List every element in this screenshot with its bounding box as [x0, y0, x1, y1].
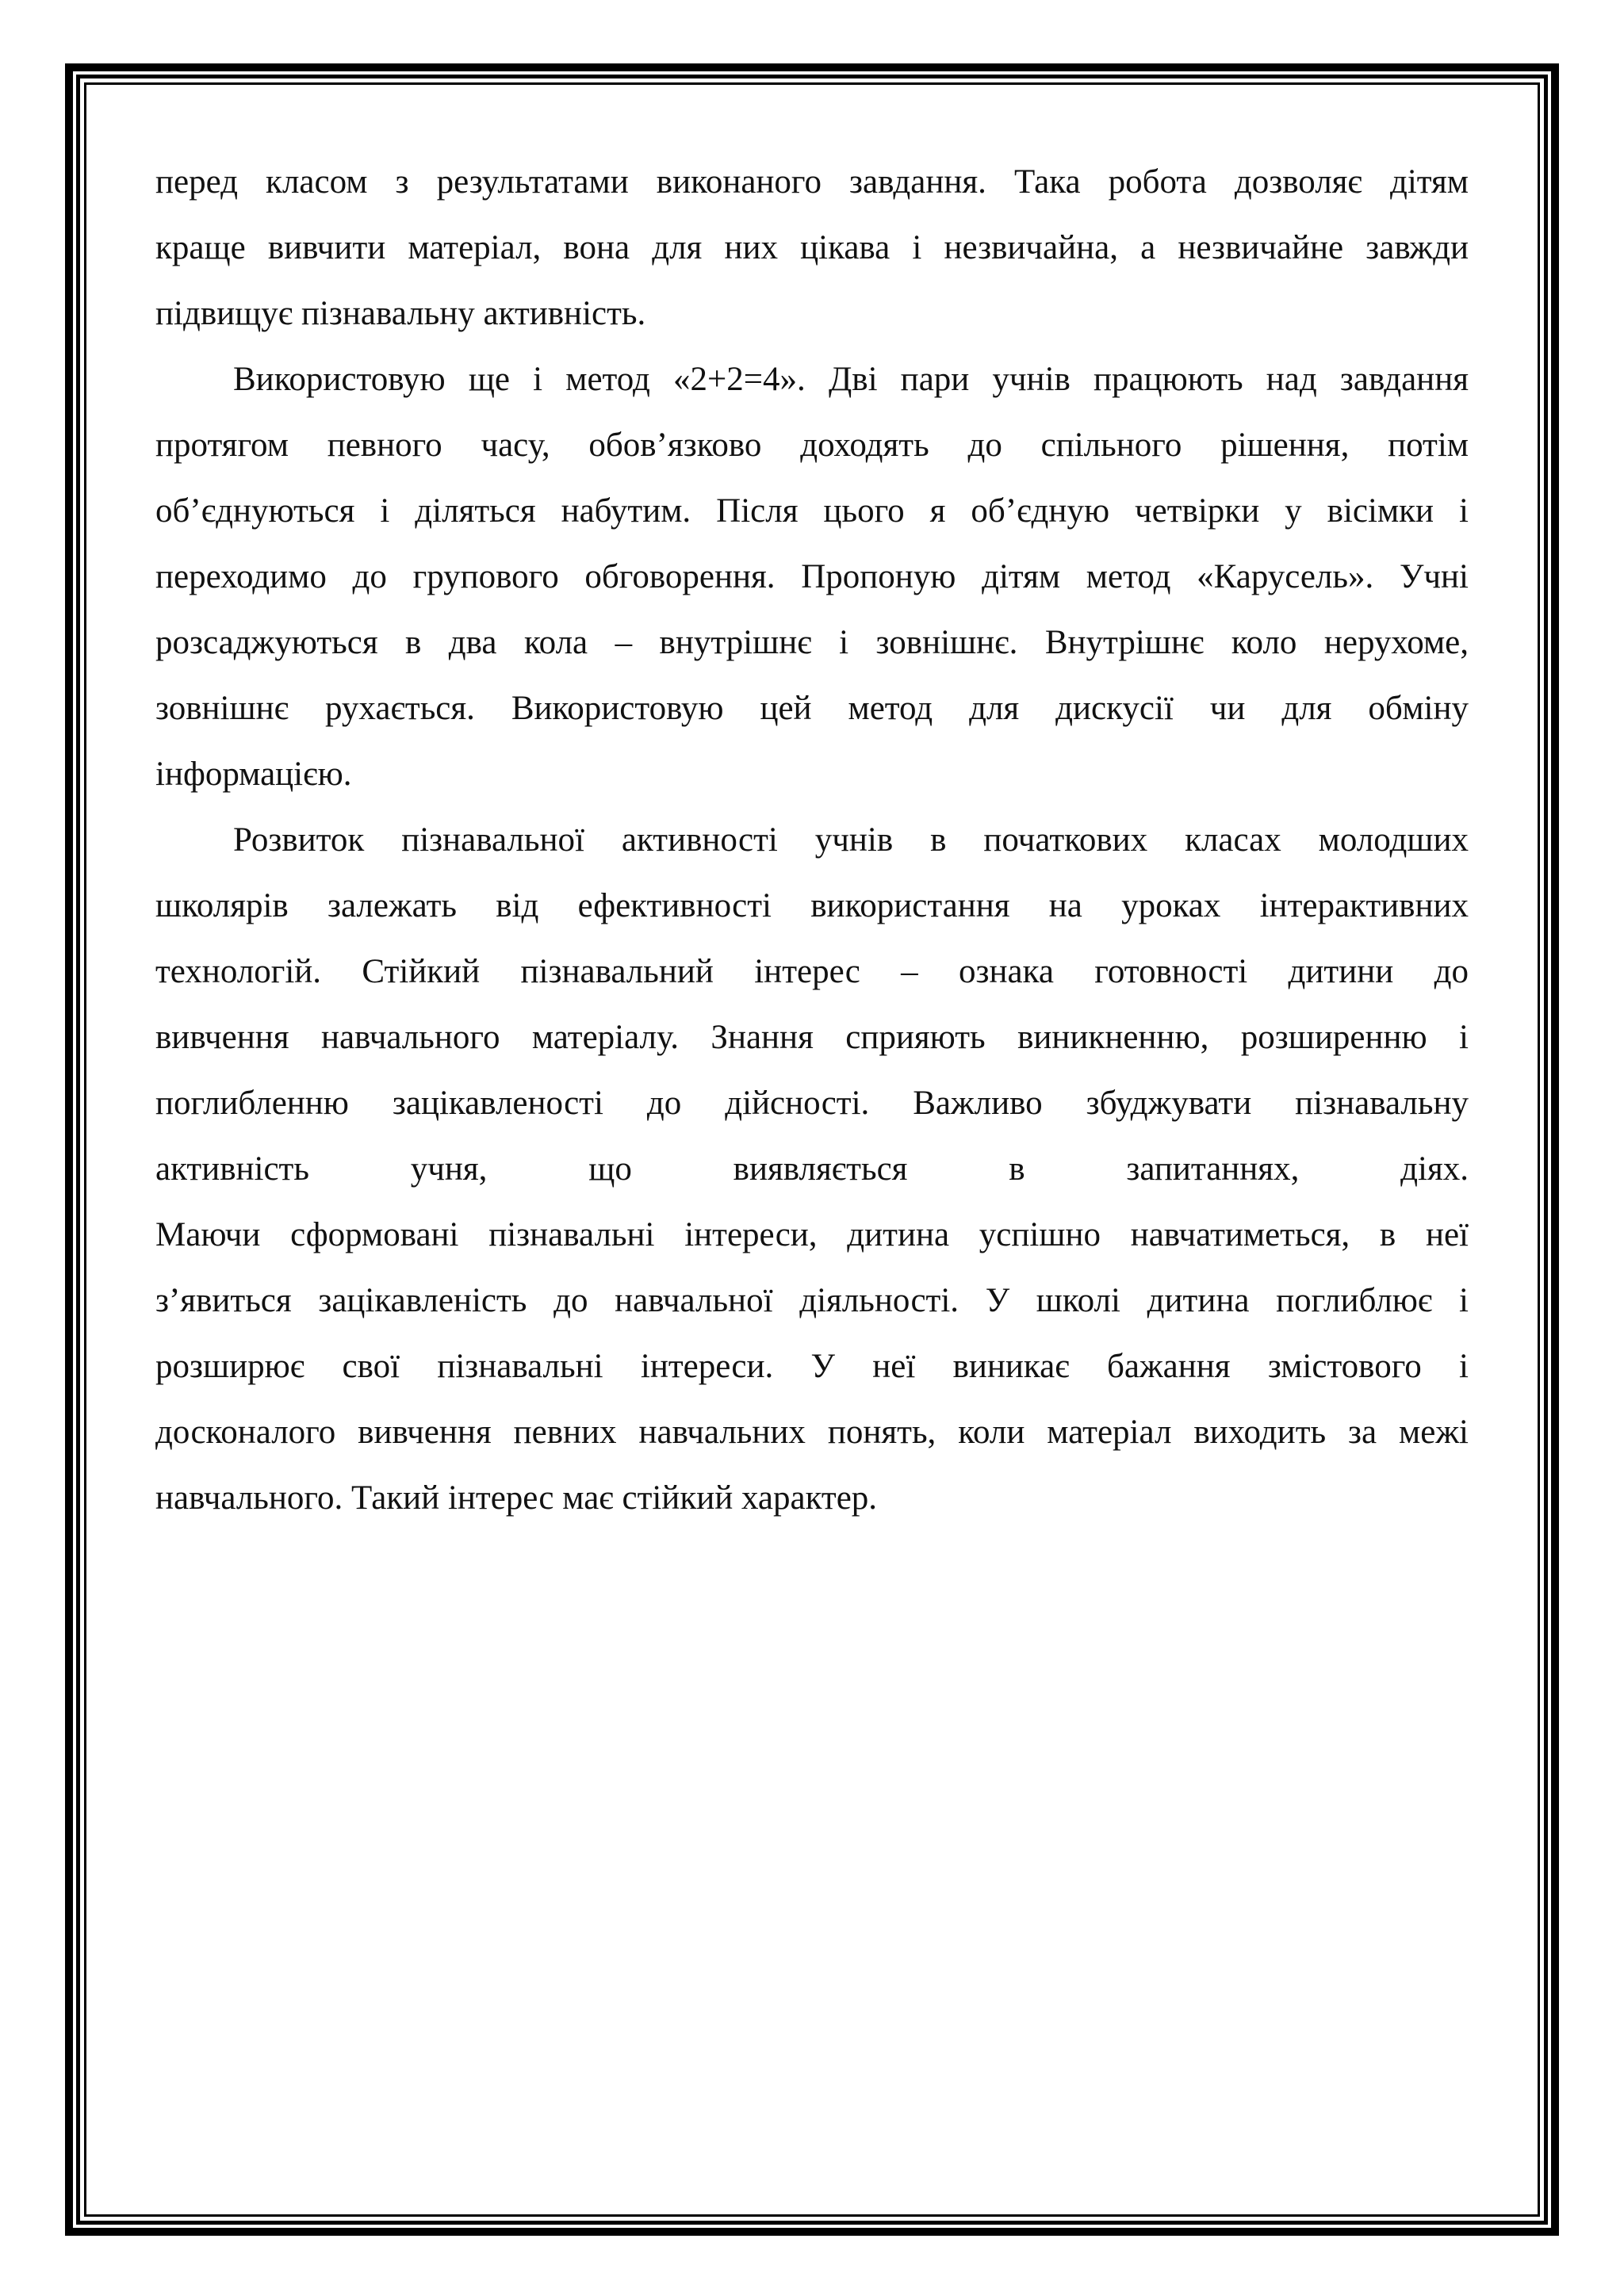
text-line: підвищує пізнавальну активність.	[155, 295, 646, 332]
text-line: з’явиться зацікавленість до навчальної діяльності. У школі дитина поглиблює і	[155, 1282, 1469, 1319]
paragraph-2	[155, 346, 1469, 807]
paragraph-3	[155, 807, 1469, 1531]
text-line: навчального. Такий інтерес має стійкий характер.	[155, 1479, 878, 1517]
text-line: зовнішнє рухається. Використовую цей метод для дискусії чи для обміну	[155, 690, 1469, 727]
paragraph-1	[155, 149, 1469, 346]
text-line: інформацією.	[155, 756, 352, 793]
text-line: розширює свої пізнавальні інтереси. У неї виникає бажання змістового і	[155, 1348, 1469, 1385]
text-line: Маючи сформовані пізнавальні інтереси, дитина успішно навчатиметься, в неї	[155, 1216, 1469, 1253]
text-line: переходимо до групового обговорення. Пропоную дітям метод «Карусель». Учні	[155, 558, 1469, 595]
text-line: Розвиток пізнавальної активності учнів в початкових класах молодших	[233, 821, 1469, 859]
text-line: поглибленню зацікавленості до дійсності. Важливо збуджувати пізнавальну	[155, 1085, 1469, 1122]
text-line: досконалого вивчення певних навчальних понять, коли матеріал виходить за межі	[155, 1414, 1469, 1451]
text-line: протягом певного часу, обов’язково доходять до спільного рішення, потім	[155, 427, 1469, 464]
text-line: Використовую ще і метод «2+2=4». Дві пари учнів працюють над завдання	[233, 361, 1469, 398]
text-line: школярів залежать від ефективності використання на уроках інтерактивних	[155, 887, 1469, 924]
text-line: розсаджуються в два кола – внутрішнє і зовнішнє. Внутрішнє коло нерухоме,	[155, 624, 1469, 661]
text-line: об’єднуються і діляться набутим. Після цього я об’єдную четвірки у вісімки і	[155, 492, 1469, 530]
text-line: вивчення навчального матеріалу. Знання сприяють виникненню, розширенню і	[155, 1019, 1469, 1056]
text-line: технологій. Стійкий пізнавальний інтерес – ознака готовності дитини до	[155, 953, 1469, 990]
text-line: активність учня, що виявляється в запитаннях, діях.	[155, 1150, 1469, 1188]
text-line: краще вивчити матеріал, вона для них цікава і незвичайна, а незвичайне завжди	[155, 229, 1469, 266]
document-body	[155, 149, 1469, 1531]
text-line: перед класом з результатами виконаного завдання. Така робота дозволяє дітям	[155, 163, 1469, 201]
